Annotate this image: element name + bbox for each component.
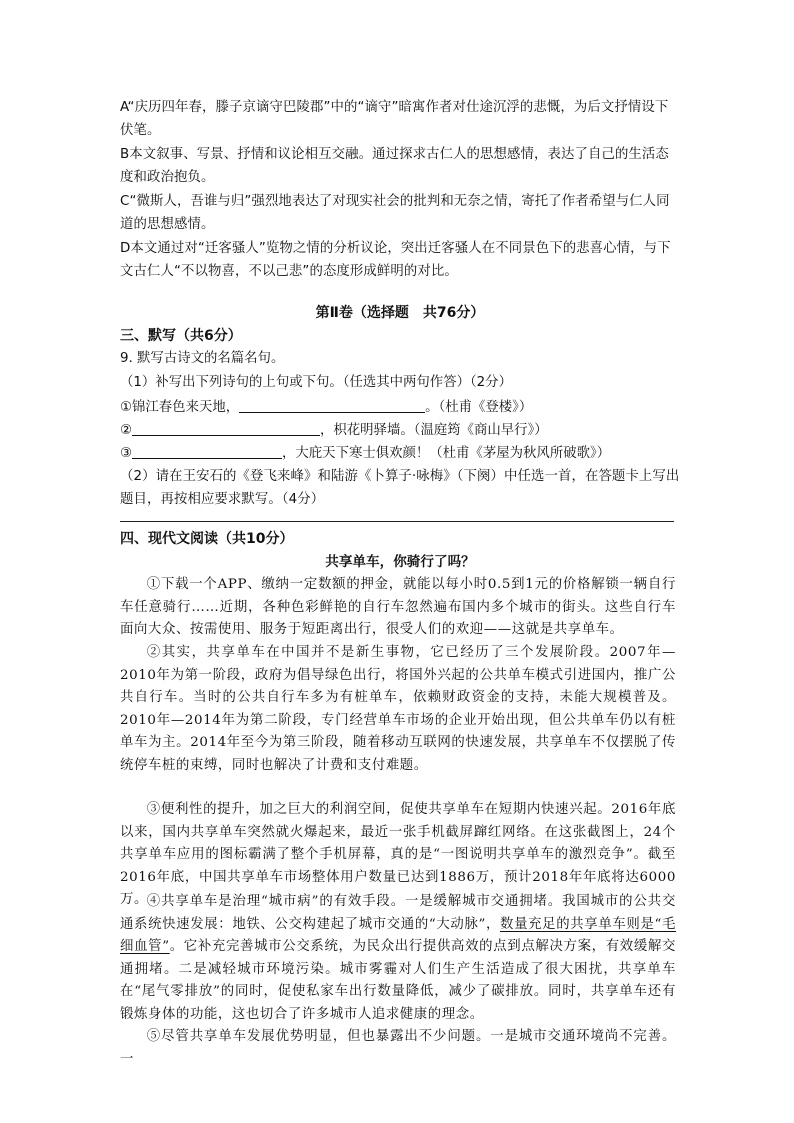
question-9-part-1: （1）补写出下列诗句的上句或下句。（任选其中两句作答）（2分） [120, 375, 512, 390]
recite-line-2-prompt: ② [120, 423, 133, 438]
paragraph-4-text-a: ④共享单车是治理“城市病”的有效手段。一是缓解城市交通拥堵。我国城市的公共交通系统快速发展：地铁、公交构建起了城市交通的“大动脉”， [120, 894, 676, 932]
answer-blank-1[interactable] [239, 396, 425, 413]
question-9: 9. 默写古诗文的名篇名句。 [120, 351, 285, 366]
paragraph-4 [120, 891, 676, 1027]
paragraph-3: ③便利性的提升，加之巨大的利润空间，促使共享单车在短期内快速兴起。2016年底以来，国内共享单车突然就火爆起来，最近一张手机截屏蹿红网络。在这张截图上，24个共享单车应用的图标霸满了整个手机屏幕，真的是“一图说明共享单车的激烈竞争”。截至2016年底，中国共享单车市场整体用户数量已达到1886万，预计2018年年底将达6000万。 [120, 802, 676, 908]
paragraph-1: ①下载一个APP、缴纳一定数额的押金，就能以每小时0.5到1元的价格解锁一辆自行车任意骑行……近期，各种色彩鲜艳的自行车忽然遍布国内多个城市的街头。这些自行车面向大众、按需使用、服务于短距离出行，很受人们的欢迎——这就是共享单车。 [120, 577, 676, 638]
option-b: B本文叙事、写景、抒情和议论相互交融。通过探求古仁人的思想感情，表达了自己的生活态度和政治抱负。 [120, 147, 669, 185]
recite-line-1-source: 。（杜甫《登楼》） [425, 400, 533, 415]
paragraph-5: ⑤尽管共享单车发展优势明显，但也暴露出不少问题。一是城市交通环境尚不完善。一 [120, 1029, 676, 1067]
option-d: D本文通过对“迁客骚人”览物之情的分析议论，突出迁客骚人在不同景色下的悲喜心情，与下文古仁人“不以物喜，不以己悲”的态度形成鲜明的对比。 [120, 241, 671, 279]
underlined-phrase: 数量充足的共享单车则是“毛细血管” [120, 916, 676, 955]
recite-line-2-source: ，枳花明驿墙。（温庭筠《商山早行》） [320, 423, 548, 438]
question-9-part-2: （2）请在王安石的《登飞来峰》和陆游《卜算子·咏梅》（下阕）中任选一首，在答题卡上写出题目，再按相应要求默写。（4分） [120, 469, 680, 507]
recite-line-3-source: ，大庇天下寒士俱欢颜！（杜甫《茅屋为秋风所破歌》） [282, 446, 611, 461]
section-3-heading: 三、默写（共6分） [120, 328, 242, 344]
volume-title: 第Ⅱ卷（选择题 共76分） [315, 305, 485, 321]
answer-blank-3[interactable] [132, 442, 282, 459]
section-divider [120, 521, 674, 522]
recite-line-1-prompt: ①锦江春色来天地， [120, 400, 240, 415]
recite-line-3 [120, 442, 610, 465]
section-4-heading: 四、现代文阅读（共10分） [120, 531, 294, 547]
article-title: 共享单车，你骑行了吗？ [325, 554, 475, 570]
paragraph-2: ②其实，共享单车在中国并不是新生事物，它已经历了三个发展阶段。2007年—2010年为第一阶段，政府为倡导绿色出行，将国外兴起的公共单车模式引进国内，推广公共自行车。当时的公共自行车多为有桩单车，依赖财政资金的支持，未能大规模普及。2010年—2014年为第二阶段，专门经营单车市场的企业开始出现，但公共单车仍以有桩单车为主。2014年至今为第三阶段，随着移动互联网的快速发展，共享单车不仅摆脱了传统停车桩的束缚，同时也解决了计费和支付难题。 [120, 645, 676, 773]
paragraph-4-text-b: 。它补充完善城市公交系统，为民众出行提供高效的点到点解决方案，有效缓解交通拥堵。二是减轻城市环境污染。城市雾霾对人们生产生活造成了很大困扰，共享单车在“尾气零排放”的同时，促使私家车出行数量降低，减少了碳排放。同时，共享单车还有锻炼身体的功能，这也切合了许多城市人追求健康的理念。 [120, 939, 676, 1022]
option-c: C“微斯人，吾谁与归”强烈地表达了对现实社会的批判和无奈之情，寄托了作者希望与仁人同道的思想感情。 [120, 194, 670, 232]
recite-line-1 [120, 396, 532, 419]
option-a: A“庆历四年春，滕子京谪守巴陵郡”中的“谪守”暗寓作者对仕途沉浮的悲慨，为后文抒情设下伏笔。 [120, 100, 669, 138]
recite-line-3-prompt: ③ [120, 446, 133, 461]
answer-blank-2[interactable] [132, 419, 320, 436]
recite-line-2 [120, 419, 548, 442]
